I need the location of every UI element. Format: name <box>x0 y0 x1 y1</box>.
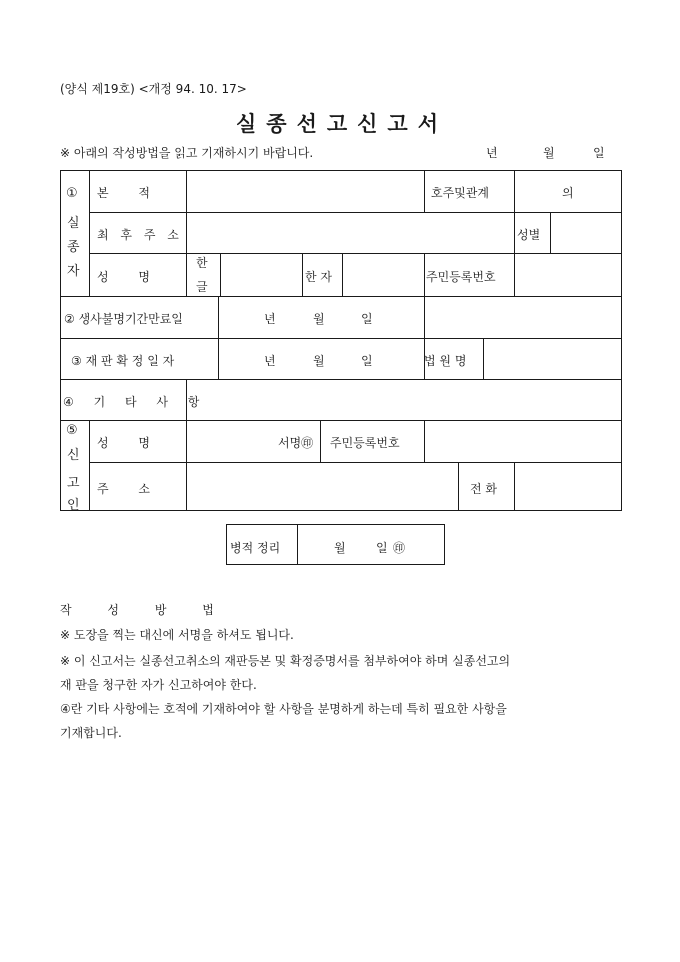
table-border-bottom <box>60 510 622 511</box>
col-divider <box>514 212 515 296</box>
instruction-line: ④란 기타 사항에는 호적에 기재하여야 할 사항을 분명하게 하는데 특히 필요한 사항을 <box>60 702 507 716</box>
registry-day: 일 <box>376 541 388 555</box>
row-divider <box>60 379 622 380</box>
col-divider <box>342 253 343 296</box>
registry-border-right <box>444 524 445 565</box>
row-divider <box>89 212 621 213</box>
date-month-label: 월 <box>543 146 555 160</box>
section2-month: 월 <box>313 312 325 326</box>
section5-label-char: 인 <box>67 498 80 513</box>
section5-label-char: 신 <box>67 448 80 463</box>
col-divider <box>320 420 321 462</box>
section1-label-char: 종 <box>67 240 80 255</box>
section2-year: 년 <box>264 312 276 326</box>
reporter-resident-no-label: 주민등록번호 <box>330 436 400 450</box>
row-divider <box>89 253 621 254</box>
registry-label: 병적 정리 <box>230 541 281 555</box>
table-border-left <box>60 170 61 511</box>
section3-year: 년 <box>264 354 276 368</box>
hangul-label-bottom: 글 <box>196 280 208 294</box>
registry-month: 월 <box>334 541 346 555</box>
instruction-line: ※ 이 신고서는 실종선고취소의 재판등본 및 확정증명서를 첨부하여야 하며 실종선고의 <box>60 654 511 668</box>
section4-label: ④ 기 타 사 항 <box>63 395 208 409</box>
col-divider <box>302 253 303 296</box>
col-divider <box>186 170 187 296</box>
col-divider <box>458 462 459 510</box>
registry-divider <box>297 524 298 565</box>
col-divider <box>514 462 515 510</box>
row-divider <box>60 296 622 297</box>
row-divider <box>60 338 622 339</box>
instruction-line: 기재합니다. <box>60 726 122 740</box>
last-address-label: 최 후 주 소 <box>97 228 183 242</box>
section1-number: ① <box>66 186 78 201</box>
phone-label: 전 화 <box>470 482 497 496</box>
resident-no-label: 주민등록번호 <box>426 270 496 284</box>
section5-label-char: 고 <box>67 476 80 491</box>
gender-label: 성별 <box>517 228 541 242</box>
col-divider <box>550 212 551 253</box>
section3-label: ③ 재 판 확 정 일 자 <box>71 354 175 368</box>
registry-border-bottom <box>226 564 445 565</box>
date-year-label: 년 <box>486 146 498 160</box>
section5-number: ⑤ <box>66 423 78 438</box>
table-border-right <box>621 170 622 511</box>
col-divider <box>218 296 219 379</box>
section3-day: 일 <box>361 354 373 368</box>
household-relation-label: 호주및관계 <box>431 186 489 200</box>
instruction-line: ※ 도장을 찍는 대신에 서명을 하셔도 됩니다. <box>60 628 294 642</box>
form-number: (양식 제19호) <개정 94. 10. 17> <box>60 82 247 96</box>
instruction-line: 재 판을 청구한 자가 신고하여야 한다. <box>60 678 257 692</box>
page-title: 실종선고신고서 <box>236 112 449 136</box>
registry-border-left <box>226 524 227 565</box>
col-divider <box>514 170 515 212</box>
col-divider <box>424 420 425 462</box>
section3-month: 월 <box>313 354 325 368</box>
col-divider <box>186 420 187 510</box>
seal-icon: ㊞ <box>393 541 406 555</box>
row-divider <box>89 462 621 463</box>
section1-label-char: 실 <box>67 216 80 231</box>
hanja-label: 한 자 <box>305 270 332 284</box>
col-divider <box>89 420 90 510</box>
col-divider <box>220 253 221 296</box>
court-label: 법 원 명 <box>424 354 467 368</box>
instructions-heading: 작 성 방 법 <box>60 603 230 617</box>
date-day-label: 일 <box>593 146 605 160</box>
reporter-address-label: 주 소 <box>97 482 163 496</box>
section1-label-char: 자 <box>67 264 80 279</box>
col-divider <box>483 338 484 379</box>
hangul-label-top: 한 <box>196 256 208 270</box>
section2-label: ② 생사불명기간만료일 <box>64 312 183 326</box>
name-label: 성 명 <box>97 270 163 284</box>
table-border-top <box>60 170 622 171</box>
registry-border-top <box>226 524 445 525</box>
relation-suffix: 의 <box>562 186 574 200</box>
notice-text: ※ 아래의 작성방법을 읽고 기재하시기 바랍니다. <box>60 146 314 160</box>
reporter-name-label: 성 명 <box>97 436 163 450</box>
col-divider <box>424 170 425 212</box>
row-divider <box>60 420 622 421</box>
col-divider <box>424 253 425 296</box>
domicile-label: 본 적 <box>97 186 163 200</box>
col-divider <box>89 170 90 296</box>
section2-day: 일 <box>361 312 373 326</box>
signature-label: 서명㊞ <box>278 436 314 450</box>
